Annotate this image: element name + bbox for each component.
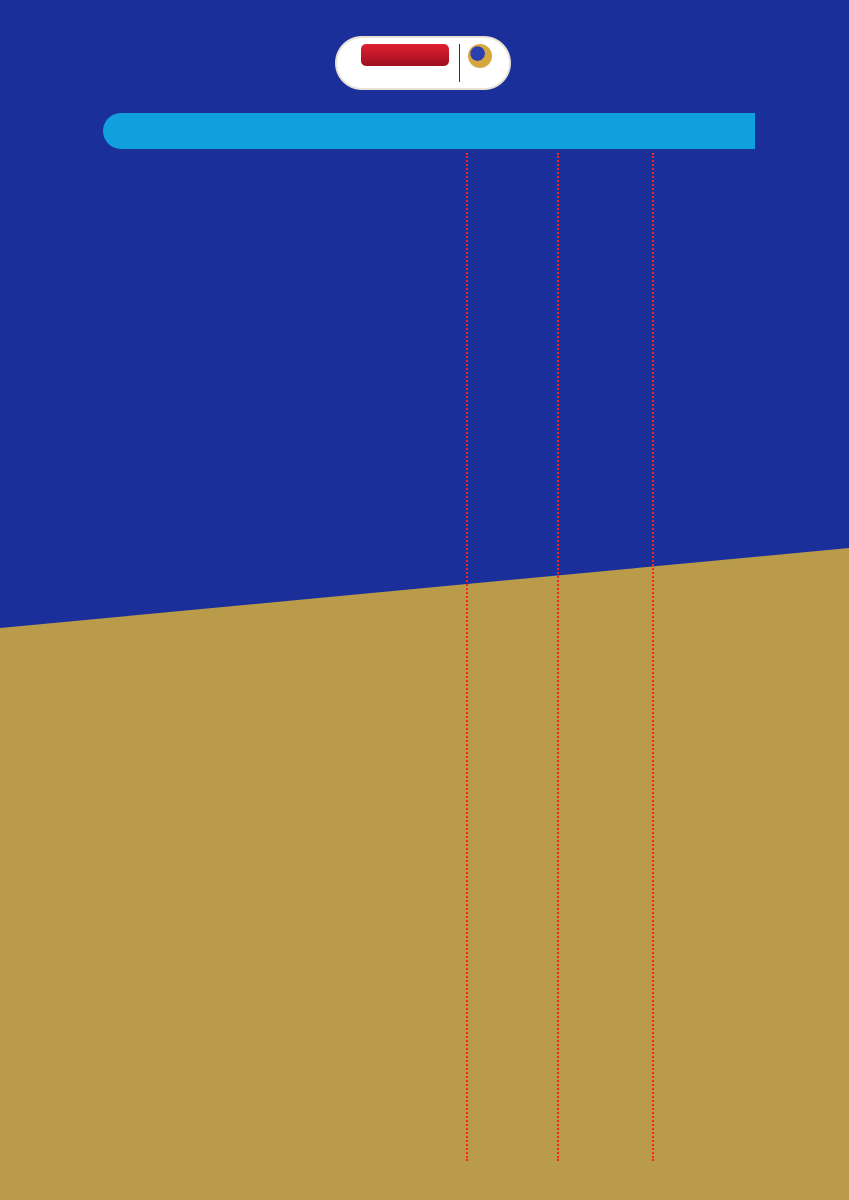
column-divider <box>557 153 559 1161</box>
efl-ball-icon <box>468 44 492 68</box>
logo-divider <box>459 44 460 82</box>
header-points <box>663 113 741 149</box>
column-divider <box>652 153 654 1161</box>
header-played <box>481 113 541 149</box>
sky-bet-wordmark <box>361 44 449 66</box>
sky-bet-championship-logo <box>337 38 509 88</box>
table-header <box>103 113 755 149</box>
column-divider <box>466 153 468 1161</box>
header-goal-difference <box>572 113 632 149</box>
